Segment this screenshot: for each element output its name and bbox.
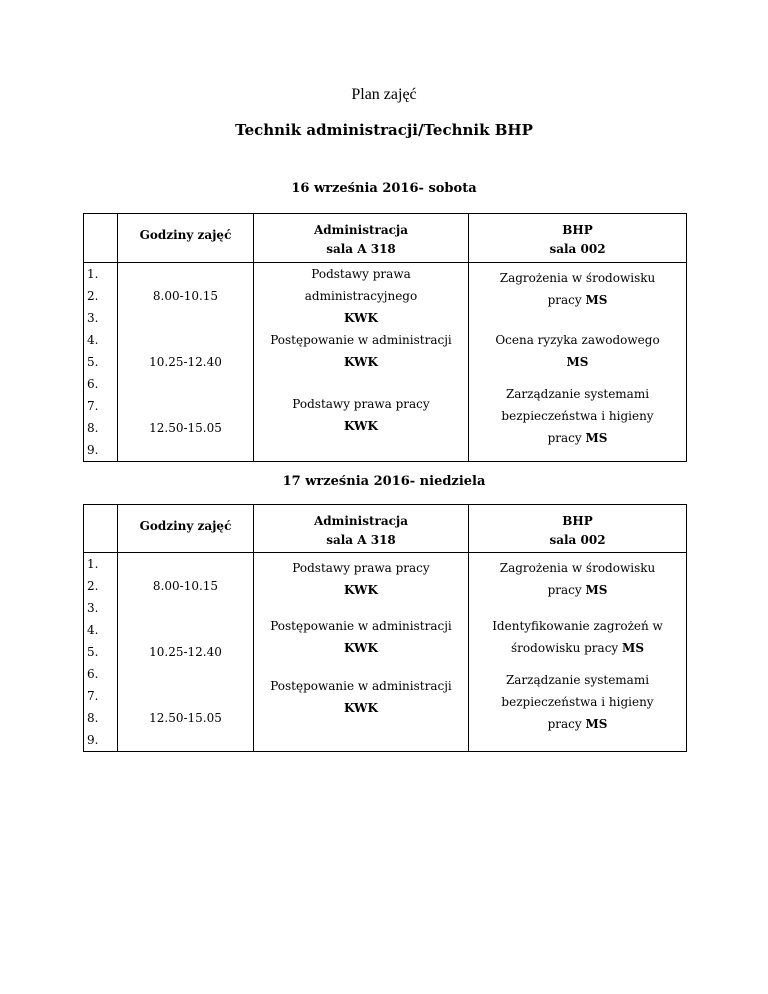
teacher-code: KWK: [344, 419, 378, 433]
teacher-code: KWK: [344, 311, 378, 325]
lesson-number: 5.: [87, 355, 99, 369]
teacher-code: MS: [585, 293, 608, 307]
subject-line: Postępowanie w administracji: [270, 333, 452, 347]
admin-column: [254, 553, 469, 752]
admin-header: [254, 214, 469, 263]
subject-text: pracy: [547, 717, 582, 731]
bhp-slot: [469, 263, 686, 329]
teacher-code: MS: [566, 355, 589, 369]
subject-line: Podstawy prawa pracy: [292, 397, 430, 411]
admin-header-title: Administracja: [313, 223, 409, 237]
header-empty-cell: [84, 214, 118, 263]
time-slot: 8.00-10.15: [152, 579, 219, 593]
admin-header-title: Administracja: [313, 514, 409, 528]
subject-line: Zagrożenia w środowisku: [499, 271, 656, 285]
subject-line: Podstawy prawa: [311, 267, 411, 281]
bhp-slot: [469, 607, 686, 669]
admin-header: [254, 505, 469, 553]
lesson-number: 6.: [87, 667, 99, 681]
bhp-slot: [469, 329, 686, 383]
bhp-header-room: sala 002: [549, 242, 606, 256]
subject-line: Zarządzanie systemami: [505, 673, 650, 687]
subject-line: Zarządzanie systemami: [505, 387, 650, 401]
schedule-table-saturday: [83, 213, 687, 462]
subject-line: [469, 579, 686, 601]
schedule-table-sunday: [83, 504, 687, 752]
bhp-header-room: sala 002: [549, 533, 606, 547]
subject-line: Postępowanie w administracji: [270, 679, 452, 693]
lesson-numbers: [84, 263, 118, 462]
teacher-code: KWK: [344, 701, 378, 715]
bhp-header-title: BHP: [562, 223, 593, 237]
teacher-code: KWK: [344, 583, 378, 597]
lesson-number: 7.: [87, 399, 99, 413]
subject-line: Zagrożenia w środowisku: [499, 561, 656, 575]
teacher-code: KWK: [344, 641, 378, 655]
time-slot: 12.50-15.05: [149, 421, 222, 435]
time-slot: 12.50-15.05: [149, 711, 222, 725]
bhp-header-title: BHP: [562, 514, 593, 528]
subject-line: bezpieczeństwa i higieny: [501, 695, 654, 709]
subject-line: [469, 289, 686, 311]
lesson-number: 2.: [87, 289, 99, 303]
bhp-header: [469, 214, 687, 263]
bhp-header: [469, 505, 687, 553]
bhp-column: [469, 553, 687, 752]
time-column: [118, 263, 254, 462]
lesson-number: 6.: [87, 377, 99, 391]
subject-line: [469, 637, 686, 659]
bhp-slot: [469, 669, 686, 751]
admin-slot: [254, 329, 468, 383]
lesson-numbers: [84, 553, 118, 752]
lesson-number: 4.: [87, 623, 99, 637]
teacher-code: MS: [585, 717, 608, 731]
lesson-number: 5.: [87, 645, 99, 659]
time-column: [118, 553, 254, 752]
bhp-slot: [469, 553, 686, 607]
subject-line: Podstawy prawa pracy: [292, 561, 430, 575]
subject-line: Postępowanie w administracji: [270, 619, 452, 633]
subject-text: pracy: [547, 583, 582, 597]
subject-line: Identyfikowanie zagrożeń w: [492, 619, 663, 633]
lesson-number: 3.: [87, 601, 99, 615]
hours-header: Godziny zajęć: [118, 214, 254, 263]
subject-text: środowisku pracy: [511, 641, 619, 655]
lesson-number: 4.: [87, 333, 99, 347]
header-empty-cell: [84, 505, 118, 553]
subject-line: [469, 713, 686, 735]
lesson-number: 8.: [87, 711, 99, 725]
lesson-number: 1.: [87, 267, 99, 281]
teacher-code: MS: [622, 641, 644, 655]
admin-slot: [254, 669, 468, 751]
teacher-code: MS: [585, 431, 608, 445]
admin-slot: [254, 383, 468, 461]
bhp-column: [469, 263, 687, 462]
lesson-number: 3.: [87, 311, 99, 325]
time-slot: 10.25-12.40: [149, 355, 222, 369]
day-title-sunday: 17 września 2016- niedziela: [282, 474, 486, 489]
subject-line: Ocena ryzyka zawodowego: [495, 333, 660, 347]
lesson-number: 9.: [87, 733, 99, 747]
admin-slot: [254, 263, 468, 329]
page-title: Plan zajęć: [351, 86, 417, 103]
subject-line: administracyjnego: [304, 289, 418, 303]
lesson-number: 8.: [87, 421, 99, 435]
page-subtitle: Technik administracji/Technik BHP: [235, 121, 533, 139]
admin-header-room: sala A 318: [326, 533, 396, 547]
admin-slot: [254, 553, 468, 607]
admin-slot: [254, 607, 468, 669]
lesson-number: 9.: [87, 443, 99, 457]
subject-text: pracy: [547, 431, 582, 445]
teacher-code: MS: [585, 583, 608, 597]
admin-column: [254, 263, 469, 462]
subject-line: [469, 427, 686, 449]
hours-header: Godziny zajęć: [118, 505, 254, 553]
bhp-slot: [469, 383, 686, 461]
subject-text: pracy: [547, 293, 582, 307]
day-title-saturday: 16 września 2016- sobota: [291, 181, 477, 196]
time-slot: 10.25-12.40: [149, 645, 222, 659]
time-slot: 8.00-10.15: [152, 289, 219, 303]
lesson-number: 7.: [87, 689, 99, 703]
teacher-code: KWK: [344, 355, 378, 369]
lesson-number: 1.: [87, 557, 99, 571]
subject-line: bezpieczeństwa i higieny: [501, 409, 654, 423]
admin-header-room: sala A 318: [326, 242, 396, 256]
lesson-number: 2.: [87, 579, 99, 593]
